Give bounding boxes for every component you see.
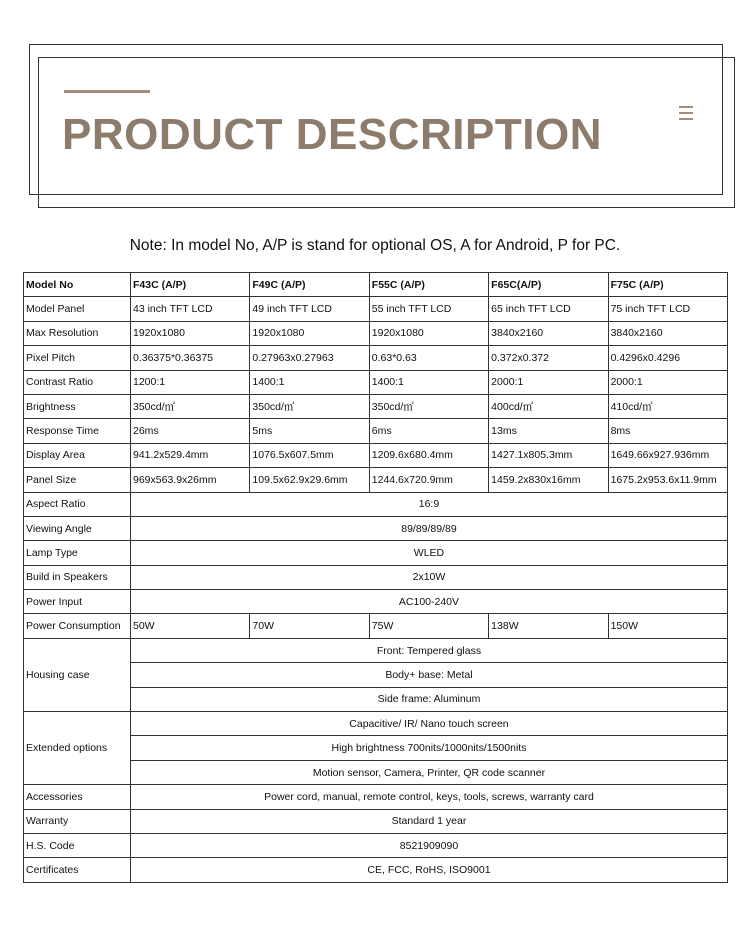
cell-value: 1400:1: [369, 370, 488, 394]
cell-value: 400cd/㎡: [489, 394, 608, 418]
cell-value: 5ms: [250, 419, 369, 443]
row-label: Build in Speakers: [24, 565, 131, 589]
cell-value: 0.36375*0.36375: [131, 346, 250, 370]
cell-value: 3840x2160: [608, 321, 727, 345]
table-row: [24, 370, 728, 394]
table-row: [24, 541, 728, 565]
cell-value: 109.5x62.9x29.6mm: [250, 468, 369, 492]
cell-value: 70W: [250, 614, 369, 638]
cell-value: 0.4296x0.4296: [608, 346, 727, 370]
table-row: [24, 297, 728, 321]
cell-value: 350cd/㎡: [131, 394, 250, 418]
row-value: Front: Tempered glass: [131, 638, 728, 662]
row-label: Viewing Angle: [24, 516, 131, 540]
cell-value: 1209.6x680.4mm: [369, 443, 488, 467]
row-label: Model Panel: [24, 297, 131, 321]
table-row: [24, 565, 728, 589]
row-label: Pixel Pitch: [24, 346, 131, 370]
row-label: Power Input: [24, 590, 131, 614]
row-value: AC100-240V: [131, 590, 728, 614]
spec-table: [23, 272, 728, 883]
column-header-model: F65C(A/P): [489, 273, 608, 297]
page-title: PRODUCT DESCRIPTION: [62, 110, 602, 159]
row-label: Panel Size: [24, 468, 131, 492]
column-header-model: F43C (A/P): [131, 273, 250, 297]
table-row: [24, 516, 728, 540]
table-row: [24, 712, 728, 736]
table-row: [24, 809, 728, 833]
row-label: Contrast Ratio: [24, 370, 131, 394]
row-label: Warranty: [24, 809, 131, 833]
cell-value: 1920x1080: [131, 321, 250, 345]
row-label: Accessories: [24, 785, 131, 809]
cell-value: 2000:1: [489, 370, 608, 394]
table-row: [24, 443, 728, 467]
table-header-row: [24, 273, 728, 297]
column-header-model: F55C (A/P): [369, 273, 488, 297]
cell-value: 3840x2160: [489, 321, 608, 345]
row-label: Display Area: [24, 443, 131, 467]
row-value: 8521909090: [131, 833, 728, 857]
row-label: Lamp Type: [24, 541, 131, 565]
cell-value: 0.372x0.372: [489, 346, 608, 370]
cell-value: 43 inch TFT LCD: [131, 297, 250, 321]
table-row: [24, 394, 728, 418]
cell-value: 350cd/㎡: [250, 394, 369, 418]
table-row: [24, 492, 728, 516]
cell-value: 1649.66x927.936mm: [608, 443, 727, 467]
cell-value: 1459.2x830x16mm: [489, 468, 608, 492]
table-row: [24, 858, 728, 882]
row-value: Motion sensor, Camera, Printer, QR code scanner: [131, 760, 728, 784]
cell-value: 75 inch TFT LCD: [608, 297, 727, 321]
cell-value: 941.2x529.4mm: [131, 443, 250, 467]
cell-value: 138W: [489, 614, 608, 638]
row-value: 2x10W: [131, 565, 728, 589]
column-header-model: F49C (A/P): [250, 273, 369, 297]
column-header-model-no: Model No: [24, 273, 131, 297]
table-row: [24, 346, 728, 370]
cell-value: 410cd/㎡: [608, 394, 727, 418]
row-label: H.S. Code: [24, 833, 131, 857]
cell-value: 1920x1080: [369, 321, 488, 345]
cell-value: 150W: [608, 614, 727, 638]
cell-value: 6ms: [369, 419, 488, 443]
table-row: [24, 638, 728, 662]
row-value: WLED: [131, 541, 728, 565]
title-accent-line: [64, 90, 150, 93]
cell-value: 1400:1: [250, 370, 369, 394]
row-label: Housing case: [24, 638, 131, 711]
cell-value: 2000:1: [608, 370, 727, 394]
row-label: Brightness: [24, 394, 131, 418]
row-value: Standard 1 year: [131, 809, 728, 833]
row-label: Extended options: [24, 712, 131, 785]
table-row: [24, 419, 728, 443]
cell-value: 0.27963x0.27963: [250, 346, 369, 370]
row-value: Side frame: Aluminum: [131, 687, 728, 711]
cell-value: 49 inch TFT LCD: [250, 297, 369, 321]
model-note: Note: In model No, A/P is stand for optional OS, A for Android, P for PC.: [129, 237, 621, 254]
cell-value: 1076.5x607.5mm: [250, 443, 369, 467]
cell-value: 1920x1080: [250, 321, 369, 345]
row-label: Certificates: [24, 858, 131, 882]
cell-value: 1675.2x953.6x11.9mm: [608, 468, 727, 492]
cell-value: 13ms: [489, 419, 608, 443]
row-value: High brightness 700nits/1000nits/1500nits: [131, 736, 728, 760]
table-row: [24, 468, 728, 492]
cell-value: 65 inch TFT LCD: [489, 297, 608, 321]
cell-value: 1427.1x805.3mm: [489, 443, 608, 467]
cell-value: 75W: [369, 614, 488, 638]
row-value: 89/89/89/89: [131, 516, 728, 540]
table-row: [24, 590, 728, 614]
cell-value: 55 inch TFT LCD: [369, 297, 488, 321]
row-label: Aspect Ratio: [24, 492, 131, 516]
cell-value: 1244.6x720.9mm: [369, 468, 488, 492]
row-label: Response Time: [24, 419, 131, 443]
column-header-model: F75C (A/P): [608, 273, 727, 297]
hamburger-menu-icon[interactable]: [679, 106, 693, 120]
table-row: [24, 833, 728, 857]
cell-value: 350cd/㎡: [369, 394, 488, 418]
row-value: Body+ base: Metal: [131, 663, 728, 687]
cell-value: 1200:1: [131, 370, 250, 394]
cell-value: 26ms: [131, 419, 250, 443]
cell-value: 0.63*0.63: [369, 346, 488, 370]
row-value: 16:9: [131, 492, 728, 516]
row-label: Max Resolution: [24, 321, 131, 345]
table-row: [24, 785, 728, 809]
cell-value: 50W: [131, 614, 250, 638]
row-value: Power cord, manual, remote control, keys, tools, screws, warranty card: [131, 785, 728, 809]
row-label: Power Consumption: [24, 614, 131, 638]
cell-value: 8ms: [608, 419, 727, 443]
row-value: CE, FCC, RoHS, ISO9001: [131, 858, 728, 882]
cell-value: 969x563.9x26mm: [131, 468, 250, 492]
row-value: Capacitive/ IR/ Nano touch screen: [131, 712, 728, 736]
table-row: [24, 614, 728, 638]
table-row: [24, 321, 728, 345]
